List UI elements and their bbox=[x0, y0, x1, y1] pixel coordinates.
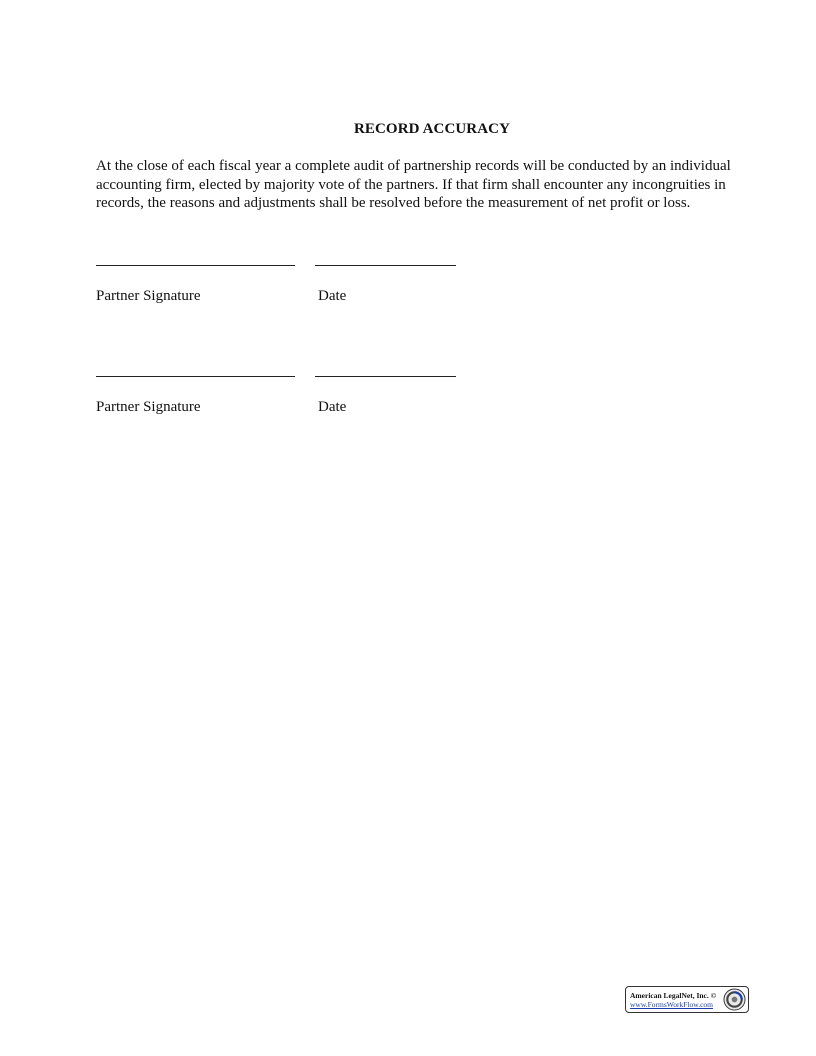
date-line-1[interactable] bbox=[315, 265, 456, 266]
americanlegalnet-logo-icon bbox=[723, 988, 746, 1011]
signature-line-1[interactable] bbox=[96, 265, 295, 266]
signature-line-2[interactable] bbox=[96, 376, 295, 377]
date-line-2[interactable] bbox=[315, 376, 456, 377]
signature-label-1: Partner Signature bbox=[96, 288, 201, 304]
date-label-1: Date bbox=[318, 288, 347, 304]
record-accuracy-paragraph: At the close of each fiscal year a complete audit of partnership records will be conducted by an individual accounting firm, elected by majority vote of the partners. If that firm shall encounter any incongruities in records, the reasons and adjustments shall be resolved before the measurement of net profit or loss. bbox=[96, 158, 731, 211]
document-title: RECORD ACCURACY bbox=[353, 121, 511, 137]
date-label-2: Date bbox=[318, 399, 347, 415]
footer-url-link[interactable]: www.FormsWorkFlow.com bbox=[630, 1000, 714, 1009]
signature-label-2: Partner Signature bbox=[96, 399, 201, 415]
footer-badge[interactable] bbox=[625, 986, 749, 1013]
footer-company: American LegalNet, Inc. © bbox=[630, 991, 717, 1000]
